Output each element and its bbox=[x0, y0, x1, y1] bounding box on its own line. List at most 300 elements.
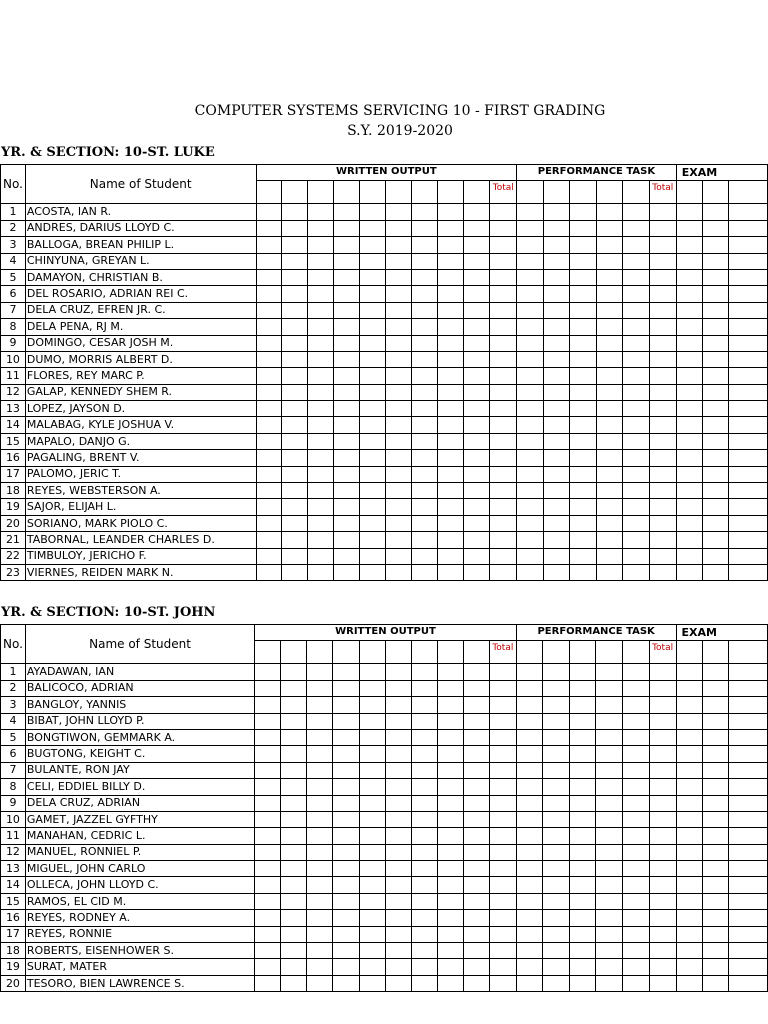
score-cell[interactable] bbox=[307, 729, 333, 745]
score-cell[interactable] bbox=[702, 466, 728, 482]
score-cell[interactable] bbox=[412, 548, 438, 564]
score-cell[interactable] bbox=[649, 237, 676, 253]
score-cell[interactable] bbox=[412, 351, 438, 367]
score-cell[interactable] bbox=[489, 893, 516, 909]
score-cell[interactable] bbox=[570, 253, 597, 269]
score-cell[interactable] bbox=[282, 450, 308, 466]
score-cell[interactable] bbox=[702, 384, 728, 400]
score-cell[interactable] bbox=[729, 269, 768, 285]
score-cell[interactable] bbox=[359, 893, 385, 909]
score-cell[interactable] bbox=[623, 204, 650, 220]
score-cell[interactable] bbox=[570, 335, 597, 351]
score-cell[interactable] bbox=[676, 729, 702, 745]
score-cell[interactable] bbox=[702, 844, 728, 860]
score-cell[interactable] bbox=[623, 351, 650, 367]
score-cell[interactable] bbox=[596, 664, 623, 680]
score-cell[interactable] bbox=[596, 811, 623, 827]
score-cell[interactable] bbox=[676, 548, 702, 564]
score-cell[interactable] bbox=[729, 779, 768, 795]
score-cell[interactable] bbox=[463, 795, 489, 811]
score-cell[interactable] bbox=[282, 368, 308, 384]
score-cell[interactable] bbox=[702, 762, 728, 778]
score-cell[interactable] bbox=[729, 515, 768, 531]
score-cell[interactable] bbox=[596, 779, 623, 795]
score-cell[interactable] bbox=[308, 351, 334, 367]
score-cell[interactable] bbox=[412, 269, 438, 285]
score-cell[interactable] bbox=[676, 286, 702, 302]
score-cell[interactable] bbox=[517, 466, 544, 482]
score-cell[interactable] bbox=[569, 746, 596, 762]
score-cell[interactable] bbox=[385, 861, 411, 877]
score-cell[interactable] bbox=[702, 515, 728, 531]
score-cell[interactable] bbox=[729, 335, 768, 351]
score-cell[interactable] bbox=[437, 680, 463, 696]
score-cell[interactable] bbox=[729, 877, 768, 893]
score-cell[interactable] bbox=[596, 368, 623, 384]
score-cell[interactable] bbox=[463, 697, 489, 713]
score-cell[interactable] bbox=[623, 910, 650, 926]
score-cell[interactable] bbox=[702, 351, 728, 367]
score-cell[interactable] bbox=[570, 499, 597, 515]
score-cell[interactable] bbox=[308, 548, 334, 564]
score-cell[interactable] bbox=[569, 926, 596, 942]
score-cell[interactable] bbox=[596, 548, 623, 564]
score-cell[interactable] bbox=[702, 335, 728, 351]
score-cell[interactable] bbox=[386, 548, 412, 564]
score-cell[interactable] bbox=[412, 368, 438, 384]
score-cell[interactable] bbox=[490, 532, 517, 548]
score-cell[interactable] bbox=[596, 795, 623, 811]
score-cell[interactable] bbox=[676, 483, 702, 499]
score-cell[interactable] bbox=[463, 893, 489, 909]
score-cell[interactable] bbox=[464, 220, 490, 236]
score-cell[interactable] bbox=[333, 861, 359, 877]
score-cell[interactable] bbox=[386, 466, 412, 482]
score-cell[interactable] bbox=[333, 975, 359, 991]
score-cell[interactable] bbox=[569, 680, 596, 696]
score-cell[interactable] bbox=[570, 269, 597, 285]
score-cell[interactable] bbox=[729, 795, 768, 811]
score-cell[interactable] bbox=[464, 433, 490, 449]
score-cell[interactable] bbox=[490, 368, 517, 384]
score-cell[interactable] bbox=[308, 466, 334, 482]
score-cell[interactable] bbox=[307, 713, 333, 729]
score-cell[interactable] bbox=[570, 220, 597, 236]
score-cell[interactable] bbox=[282, 237, 308, 253]
score-cell[interactable] bbox=[256, 417, 282, 433]
score-cell[interactable] bbox=[463, 959, 489, 975]
score-cell[interactable] bbox=[702, 433, 728, 449]
score-cell[interactable] bbox=[334, 450, 360, 466]
score-cell[interactable] bbox=[676, 466, 702, 482]
score-cell[interactable] bbox=[412, 450, 438, 466]
score-cell[interactable] bbox=[490, 319, 517, 335]
score-cell[interactable] bbox=[649, 779, 676, 795]
score-cell[interactable] bbox=[702, 861, 728, 877]
score-cell[interactable] bbox=[411, 713, 437, 729]
score-cell[interactable] bbox=[255, 697, 281, 713]
score-cell[interactable] bbox=[308, 237, 334, 253]
score-cell[interactable] bbox=[412, 499, 438, 515]
score-cell[interactable] bbox=[569, 664, 596, 680]
score-cell[interactable] bbox=[307, 697, 333, 713]
score-cell[interactable] bbox=[411, 795, 437, 811]
score-cell[interactable] bbox=[543, 861, 570, 877]
score-cell[interactable] bbox=[334, 417, 360, 433]
score-cell[interactable] bbox=[307, 975, 333, 991]
score-cell[interactable] bbox=[359, 811, 385, 827]
score-cell[interactable] bbox=[543, 844, 570, 860]
score-cell[interactable] bbox=[623, 319, 650, 335]
score-cell[interactable] bbox=[729, 368, 768, 384]
score-cell[interactable] bbox=[489, 811, 516, 827]
score-cell[interactable] bbox=[334, 335, 360, 351]
score-cell[interactable] bbox=[438, 319, 464, 335]
score-cell[interactable] bbox=[385, 926, 411, 942]
score-cell[interactable] bbox=[729, 499, 768, 515]
score-cell[interactable] bbox=[360, 269, 386, 285]
score-cell[interactable] bbox=[649, 384, 676, 400]
score-cell[interactable] bbox=[333, 762, 359, 778]
score-cell[interactable] bbox=[490, 269, 517, 285]
score-cell[interactable] bbox=[386, 499, 412, 515]
score-cell[interactable] bbox=[729, 466, 768, 482]
score-cell[interactable] bbox=[256, 253, 282, 269]
score-cell[interactable] bbox=[411, 762, 437, 778]
score-cell[interactable] bbox=[649, 269, 676, 285]
score-cell[interactable] bbox=[729, 697, 768, 713]
score-cell[interactable] bbox=[596, 943, 623, 959]
score-cell[interactable] bbox=[359, 729, 385, 745]
score-cell[interactable] bbox=[282, 417, 308, 433]
score-cell[interactable] bbox=[543, 417, 570, 433]
score-cell[interactable] bbox=[490, 302, 517, 318]
score-cell[interactable] bbox=[334, 220, 360, 236]
score-cell[interactable] bbox=[649, 499, 676, 515]
score-cell[interactable] bbox=[570, 515, 597, 531]
score-cell[interactable] bbox=[702, 729, 728, 745]
score-cell[interactable] bbox=[307, 910, 333, 926]
score-cell[interactable] bbox=[360, 253, 386, 269]
score-cell[interactable] bbox=[623, 220, 650, 236]
score-cell[interactable] bbox=[623, 779, 650, 795]
score-cell[interactable] bbox=[463, 746, 489, 762]
score-cell[interactable] bbox=[729, 351, 768, 367]
score-cell[interactable] bbox=[570, 548, 597, 564]
score-cell[interactable] bbox=[360, 237, 386, 253]
score-cell[interactable] bbox=[649, 220, 676, 236]
score-cell[interactable] bbox=[464, 286, 490, 302]
score-cell[interactable] bbox=[438, 564, 464, 580]
score-cell[interactable] bbox=[623, 926, 650, 942]
score-cell[interactable] bbox=[256, 433, 282, 449]
score-cell[interactable] bbox=[438, 302, 464, 318]
score-cell[interactable] bbox=[702, 499, 728, 515]
score-cell[interactable] bbox=[702, 926, 728, 942]
score-cell[interactable] bbox=[729, 975, 768, 991]
score-cell[interactable] bbox=[649, 319, 676, 335]
score-cell[interactable] bbox=[649, 697, 676, 713]
score-cell[interactable] bbox=[649, 926, 676, 942]
score-cell[interactable] bbox=[489, 910, 516, 926]
score-cell[interactable] bbox=[490, 548, 517, 564]
score-cell[interactable] bbox=[256, 384, 282, 400]
score-cell[interactable] bbox=[308, 319, 334, 335]
score-cell[interactable] bbox=[516, 713, 543, 729]
score-cell[interactable] bbox=[596, 319, 623, 335]
score-cell[interactable] bbox=[676, 910, 702, 926]
score-cell[interactable] bbox=[729, 450, 768, 466]
score-cell[interactable] bbox=[386, 302, 412, 318]
score-cell[interactable] bbox=[464, 302, 490, 318]
score-cell[interactable] bbox=[282, 319, 308, 335]
score-cell[interactable] bbox=[596, 697, 623, 713]
score-cell[interactable] bbox=[438, 204, 464, 220]
score-cell[interactable] bbox=[255, 680, 281, 696]
score-cell[interactable] bbox=[623, 499, 650, 515]
score-cell[interactable] bbox=[516, 779, 543, 795]
score-cell[interactable] bbox=[570, 401, 597, 417]
score-cell[interactable] bbox=[623, 368, 650, 384]
score-cell[interactable] bbox=[649, 532, 676, 548]
score-cell[interactable] bbox=[333, 910, 359, 926]
score-cell[interactable] bbox=[702, 401, 728, 417]
score-cell[interactable] bbox=[623, 697, 650, 713]
score-cell[interactable] bbox=[334, 433, 360, 449]
score-cell[interactable] bbox=[570, 368, 597, 384]
score-cell[interactable] bbox=[702, 286, 728, 302]
score-cell[interactable] bbox=[255, 861, 281, 877]
score-cell[interactable] bbox=[676, 499, 702, 515]
score-cell[interactable] bbox=[623, 532, 650, 548]
score-cell[interactable] bbox=[729, 926, 768, 942]
score-cell[interactable] bbox=[729, 220, 768, 236]
score-cell[interactable] bbox=[438, 532, 464, 548]
score-cell[interactable] bbox=[464, 483, 490, 499]
score-cell[interactable] bbox=[489, 746, 516, 762]
score-cell[interactable] bbox=[307, 861, 333, 877]
score-cell[interactable] bbox=[412, 515, 438, 531]
score-cell[interactable] bbox=[256, 564, 282, 580]
score-cell[interactable] bbox=[411, 828, 437, 844]
score-cell[interactable] bbox=[729, 729, 768, 745]
score-cell[interactable] bbox=[676, 335, 702, 351]
score-cell[interactable] bbox=[649, 844, 676, 860]
score-cell[interactable] bbox=[702, 417, 728, 433]
score-cell[interactable] bbox=[255, 893, 281, 909]
score-cell[interactable] bbox=[463, 910, 489, 926]
score-cell[interactable] bbox=[385, 664, 411, 680]
score-cell[interactable] bbox=[676, 844, 702, 860]
score-cell[interactable] bbox=[412, 220, 438, 236]
score-cell[interactable] bbox=[281, 680, 307, 696]
score-cell[interactable] bbox=[412, 433, 438, 449]
score-cell[interactable] bbox=[255, 795, 281, 811]
score-cell[interactable] bbox=[385, 828, 411, 844]
score-cell[interactable] bbox=[437, 828, 463, 844]
score-cell[interactable] bbox=[307, 943, 333, 959]
score-cell[interactable] bbox=[360, 515, 386, 531]
score-cell[interactable] bbox=[386, 417, 412, 433]
score-cell[interactable] bbox=[676, 253, 702, 269]
score-cell[interactable] bbox=[385, 713, 411, 729]
score-cell[interactable] bbox=[517, 351, 544, 367]
score-cell[interactable] bbox=[543, 335, 570, 351]
score-cell[interactable] bbox=[596, 417, 623, 433]
score-cell[interactable] bbox=[411, 697, 437, 713]
score-cell[interactable] bbox=[255, 943, 281, 959]
score-cell[interactable] bbox=[596, 515, 623, 531]
score-cell[interactable] bbox=[596, 959, 623, 975]
score-cell[interactable] bbox=[463, 779, 489, 795]
score-cell[interactable] bbox=[359, 795, 385, 811]
score-cell[interactable] bbox=[281, 877, 307, 893]
score-cell[interactable] bbox=[385, 795, 411, 811]
score-cell[interactable] bbox=[256, 335, 282, 351]
score-cell[interactable] bbox=[649, 253, 676, 269]
score-cell[interactable] bbox=[649, 548, 676, 564]
score-cell[interactable] bbox=[596, 384, 623, 400]
score-cell[interactable] bbox=[729, 286, 768, 302]
score-cell[interactable] bbox=[676, 877, 702, 893]
score-cell[interactable] bbox=[596, 975, 623, 991]
score-cell[interactable] bbox=[569, 975, 596, 991]
score-cell[interactable] bbox=[334, 286, 360, 302]
score-cell[interactable] bbox=[333, 746, 359, 762]
score-cell[interactable] bbox=[463, 664, 489, 680]
score-cell[interactable] bbox=[570, 302, 597, 318]
score-cell[interactable] bbox=[676, 943, 702, 959]
score-cell[interactable] bbox=[543, 664, 570, 680]
score-cell[interactable] bbox=[729, 433, 768, 449]
score-cell[interactable] bbox=[623, 811, 650, 827]
score-cell[interactable] bbox=[334, 253, 360, 269]
score-cell[interactable] bbox=[623, 302, 650, 318]
score-cell[interactable] bbox=[359, 943, 385, 959]
score-cell[interactable] bbox=[386, 335, 412, 351]
score-cell[interactable] bbox=[702, 368, 728, 384]
score-cell[interactable] bbox=[649, 515, 676, 531]
score-cell[interactable] bbox=[702, 959, 728, 975]
score-cell[interactable] bbox=[438, 401, 464, 417]
score-cell[interactable] bbox=[463, 975, 489, 991]
score-cell[interactable] bbox=[359, 844, 385, 860]
score-cell[interactable] bbox=[702, 811, 728, 827]
score-cell[interactable] bbox=[517, 384, 544, 400]
score-cell[interactable] bbox=[333, 795, 359, 811]
score-cell[interactable] bbox=[438, 269, 464, 285]
score-cell[interactable] bbox=[649, 893, 676, 909]
score-cell[interactable] bbox=[463, 926, 489, 942]
score-cell[interactable] bbox=[281, 664, 307, 680]
score-cell[interactable] bbox=[676, 204, 702, 220]
score-cell[interactable] bbox=[359, 746, 385, 762]
score-cell[interactable] bbox=[464, 269, 490, 285]
score-cell[interactable] bbox=[676, 269, 702, 285]
score-cell[interactable] bbox=[412, 483, 438, 499]
score-cell[interactable] bbox=[360, 417, 386, 433]
score-cell[interactable] bbox=[729, 483, 768, 499]
score-cell[interactable] bbox=[676, 237, 702, 253]
score-cell[interactable] bbox=[385, 943, 411, 959]
score-cell[interactable] bbox=[256, 532, 282, 548]
score-cell[interactable] bbox=[333, 713, 359, 729]
score-cell[interactable] bbox=[360, 286, 386, 302]
score-cell[interactable] bbox=[281, 975, 307, 991]
score-cell[interactable] bbox=[281, 729, 307, 745]
score-cell[interactable] bbox=[385, 910, 411, 926]
score-cell[interactable] bbox=[464, 237, 490, 253]
score-cell[interactable] bbox=[490, 286, 517, 302]
score-cell[interactable] bbox=[517, 335, 544, 351]
score-cell[interactable] bbox=[649, 302, 676, 318]
score-cell[interactable] bbox=[490, 220, 517, 236]
score-cell[interactable] bbox=[649, 417, 676, 433]
score-cell[interactable] bbox=[385, 877, 411, 893]
score-cell[interactable] bbox=[490, 351, 517, 367]
score-cell[interactable] bbox=[676, 450, 702, 466]
score-cell[interactable] bbox=[517, 253, 544, 269]
score-cell[interactable] bbox=[702, 664, 728, 680]
score-cell[interactable] bbox=[307, 811, 333, 827]
score-cell[interactable] bbox=[308, 302, 334, 318]
score-cell[interactable] bbox=[649, 204, 676, 220]
score-cell[interactable] bbox=[412, 253, 438, 269]
score-cell[interactable] bbox=[308, 204, 334, 220]
score-cell[interactable] bbox=[464, 532, 490, 548]
score-cell[interactable] bbox=[543, 499, 570, 515]
score-cell[interactable] bbox=[308, 499, 334, 515]
score-cell[interactable] bbox=[307, 926, 333, 942]
score-cell[interactable] bbox=[623, 417, 650, 433]
score-cell[interactable] bbox=[360, 466, 386, 482]
score-cell[interactable] bbox=[702, 253, 728, 269]
score-cell[interactable] bbox=[596, 910, 623, 926]
score-cell[interactable] bbox=[333, 811, 359, 827]
score-cell[interactable] bbox=[256, 286, 282, 302]
score-cell[interactable] bbox=[256, 466, 282, 482]
score-cell[interactable] bbox=[437, 910, 463, 926]
score-cell[interactable] bbox=[359, 713, 385, 729]
score-cell[interactable] bbox=[702, 795, 728, 811]
score-cell[interactable] bbox=[623, 975, 650, 991]
score-cell[interactable] bbox=[702, 680, 728, 696]
score-cell[interactable] bbox=[255, 779, 281, 795]
score-cell[interactable] bbox=[676, 351, 702, 367]
score-cell[interactable] bbox=[490, 253, 517, 269]
score-cell[interactable] bbox=[360, 564, 386, 580]
score-cell[interactable] bbox=[411, 910, 437, 926]
score-cell[interactable] bbox=[281, 844, 307, 860]
score-cell[interactable] bbox=[334, 564, 360, 580]
score-cell[interactable] bbox=[385, 680, 411, 696]
score-cell[interactable] bbox=[543, 515, 570, 531]
score-cell[interactable] bbox=[489, 697, 516, 713]
score-cell[interactable] bbox=[360, 220, 386, 236]
score-cell[interactable] bbox=[307, 828, 333, 844]
score-cell[interactable] bbox=[676, 417, 702, 433]
score-cell[interactable] bbox=[307, 795, 333, 811]
score-cell[interactable] bbox=[490, 384, 517, 400]
score-cell[interactable] bbox=[437, 959, 463, 975]
score-cell[interactable] bbox=[307, 762, 333, 778]
score-cell[interactable] bbox=[729, 746, 768, 762]
score-cell[interactable] bbox=[333, 926, 359, 942]
score-cell[interactable] bbox=[676, 861, 702, 877]
score-cell[interactable] bbox=[516, 975, 543, 991]
score-cell[interactable] bbox=[308, 253, 334, 269]
score-cell[interactable] bbox=[517, 204, 544, 220]
